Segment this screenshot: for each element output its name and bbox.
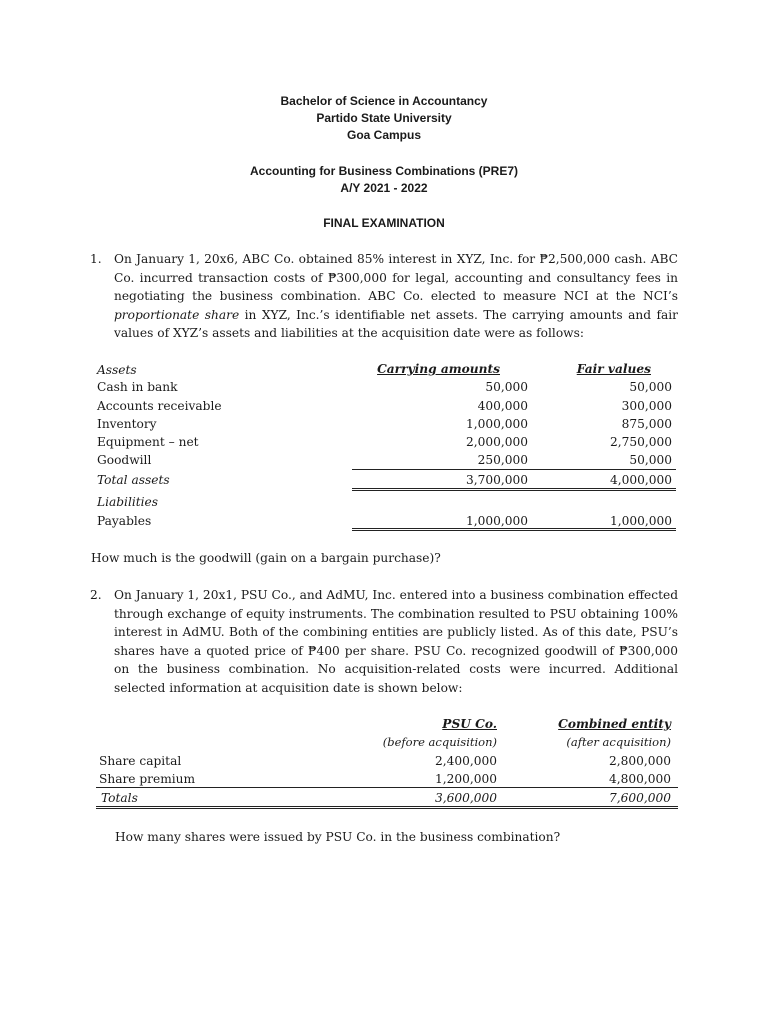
combined-total: 7,600,000 xyxy=(608,791,671,805)
row-label: Share capital xyxy=(99,754,182,768)
psu-value: 1,200,000 xyxy=(434,772,497,786)
course-title: Accounting for Business Combinations (PRE7) xyxy=(249,164,519,178)
question-2-text: On January 1, 20x1, PSU Co., and AdMU, Inc. entered into a business combination effected through exchange of equity instruments. The combination resulted to PSU obtaining 100% interest in AdMU. Both of the combining entities are publicly listed. As of this date, PSU’s shares have a quoted price of ₱400 per share. PSU Co. recognized goodwill of ₱300,000 on the business combination. No acquisition-related costs were incurred. Additional selected information at acquisition date is shown below: xyxy=(114,588,678,695)
row-label: Share premium xyxy=(99,772,196,786)
campus-name: Goa Campus xyxy=(346,128,421,142)
psu-co-subheader: (before acquisition) xyxy=(382,735,497,749)
payables-double-rule xyxy=(524,530,676,531)
combined-entity-subheader: (after acquisition) xyxy=(566,735,671,749)
university-name: Partido State University xyxy=(316,111,452,125)
payables-double-rule xyxy=(524,528,676,529)
payables-double-rule xyxy=(352,528,532,529)
fair-value: 875,000 xyxy=(621,417,672,431)
total-double-rule xyxy=(352,490,532,491)
question-2-number: 2. xyxy=(90,588,102,602)
carrying-value: 2,000,000 xyxy=(465,435,528,449)
combined-value: 4,800,000 xyxy=(608,772,671,786)
combined-value: 2,800,000 xyxy=(608,754,671,768)
payables-double-rule xyxy=(352,530,532,531)
subtotal-rule xyxy=(524,469,676,470)
row-label: Goodwill xyxy=(97,453,152,467)
carrying-value: 1,000,000 xyxy=(465,417,528,431)
institution-name: Bachelor of Science in Accountancy xyxy=(280,94,488,108)
combined-entity-header: Combined entity xyxy=(558,717,671,731)
payables-fair: 1,000,000 xyxy=(609,514,672,528)
row-label: Inventory xyxy=(97,417,157,431)
carrying-amounts-header: Carrying amounts xyxy=(377,362,500,376)
total-carrying-value: 3,700,000 xyxy=(465,473,528,487)
row-label: Accounts receivable xyxy=(97,399,222,413)
total-fair-value: 4,000,000 xyxy=(609,473,672,487)
total-assets-label: Total assets xyxy=(97,473,170,487)
exam-title: FINAL EXAMINATION xyxy=(323,216,445,230)
carrying-value: 50,000 xyxy=(485,380,528,394)
totals-double-rule xyxy=(96,806,678,807)
row-label: Cash in bank xyxy=(97,380,178,394)
total-double-rule xyxy=(352,488,532,489)
question-1-number: 1. xyxy=(90,252,102,266)
question-1-prompt: How much is the goodwill (gain on a bargain purchase)? xyxy=(91,551,441,565)
total-double-rule xyxy=(524,488,676,489)
liabilities-heading: Liabilities xyxy=(97,495,159,509)
assets-heading: Assets xyxy=(97,363,137,377)
question-2-prompt: How many shares were issued by PSU Co. in the business combination? xyxy=(115,830,561,844)
question-1-text: On January 1, 20x6, ABC Co. obtained 85% interest in XYZ, Inc. for ₱2,500,000 cash. ABC Co. incurred transaction costs of ₱300,000 for legal, accounting and consultancy fees in negotiating the business combination. ABC Co. elected to measure NCI at the NCI’s proportionate share in XYZ, Inc.’s identifiable net assets. The carrying amounts and fair values of XYZ’s assets and liabilities at the acquisition date were as follows: xyxy=(114,252,678,340)
psu-value: 2,400,000 xyxy=(434,754,497,768)
payables-carrying: 1,000,000 xyxy=(465,514,528,528)
carrying-value: 400,000 xyxy=(477,399,528,413)
row-label: Equipment – net xyxy=(97,435,199,449)
fair-value: 50,000 xyxy=(629,380,672,394)
totals-double-rule xyxy=(96,808,678,809)
payables-label: Payables xyxy=(97,514,152,528)
fair-value: 2,750,000 xyxy=(609,435,672,449)
fair-value: 50,000 xyxy=(629,453,672,467)
totals-top-rule xyxy=(96,787,678,788)
psu-total: 3,600,000 xyxy=(434,791,497,805)
fair-values-header: Fair values xyxy=(576,362,651,376)
fair-value: 300,000 xyxy=(621,399,672,413)
academic-year: A/Y 2021 - 2022 xyxy=(340,181,428,195)
totals-label: Totals xyxy=(101,791,138,805)
total-double-rule xyxy=(524,490,676,491)
psu-co-header: PSU Co. xyxy=(442,717,497,731)
subtotal-rule xyxy=(352,469,532,470)
carrying-value: 250,000 xyxy=(477,453,528,467)
